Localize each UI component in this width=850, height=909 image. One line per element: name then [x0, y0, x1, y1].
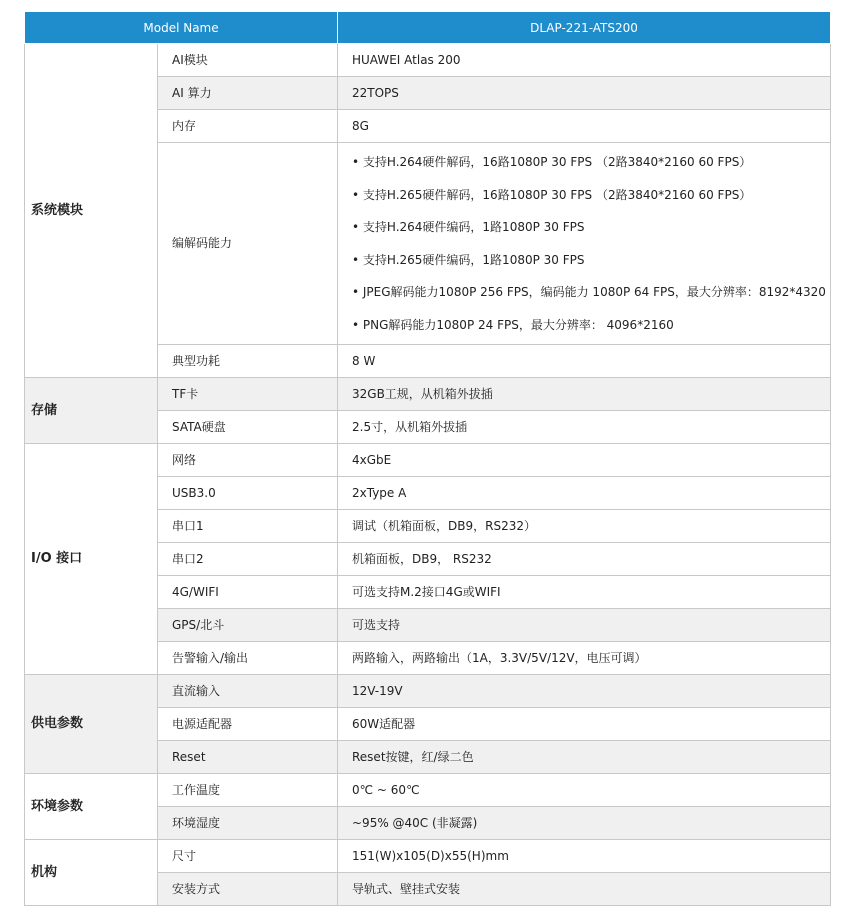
spec-value: ~95% @40C (非凝露) — [338, 807, 831, 840]
spec-value: 8 W — [338, 345, 831, 378]
spec-label: 尺寸 — [158, 840, 338, 873]
spec-value: 0℃ ~ 60℃ — [338, 774, 831, 807]
bullet-item: • 支持H.264硬件编码，1路1080P 30 FPS — [352, 220, 585, 234]
spec-value: 60W适配器 — [338, 708, 831, 741]
spec-label: 工作温度 — [158, 774, 338, 807]
spec-value: 调试（机箱面板，DB9，RS232） — [338, 510, 831, 543]
spec-value: HUAWEI Atlas 200 — [338, 44, 831, 77]
spec-label: AI 算力 — [158, 77, 338, 110]
spec-label: 直流输入 — [158, 675, 338, 708]
spec-value: 32GB工规，从机箱外拔插 — [338, 378, 831, 411]
spec-value: 4xGbE — [338, 444, 831, 477]
category-cell: 机构 — [25, 840, 158, 906]
header-model-name: Model Name — [25, 12, 338, 44]
spec-value: 2xType A — [338, 477, 831, 510]
spec-value: 12V-19V — [338, 675, 831, 708]
category-cell: 供电参数 — [25, 675, 158, 774]
spec-value: 151(W)x105(D)x55(H)mm — [338, 840, 831, 873]
spec-value: 可选支持 — [338, 609, 831, 642]
table-row — [25, 840, 831, 873]
bullet-item: • 支持H.265硬件解码，16路1080P 30 FPS （2路3840*2160 60 FPS） — [352, 187, 752, 202]
spec-label: 串口2 — [158, 543, 338, 576]
spec-label: Reset — [158, 741, 338, 774]
spec-body — [25, 44, 831, 906]
spec-label: 典型功耗 — [158, 345, 338, 378]
spec-label: AI模块 — [158, 44, 338, 77]
bullet-item: • 支持H.265硬件编码，1路1080P 30 FPS — [352, 252, 585, 267]
spec-label: USB3.0 — [158, 477, 338, 510]
spec-value: Reset按键，红/绿二色 — [338, 741, 831, 774]
header-model-value: DLAP-221-ATS200 — [338, 12, 831, 44]
bullet-item: • JPEG解码能力1080P 256 FPS，编码能力 1080P 64 FPS，最大分辨率：8192*4320 — [352, 285, 826, 299]
spec-label: 4G/WIFI — [158, 576, 338, 609]
spec-label: TF卡 — [158, 378, 338, 411]
spec-label: 网络 — [158, 444, 338, 477]
category-cell: 系统模块 — [25, 44, 158, 378]
spec-label: SATA硬盘 — [158, 411, 338, 444]
spec-label: 告警输入/输出 — [158, 642, 338, 675]
spec-value: 22TOPS — [338, 77, 831, 110]
spec-value: 8G — [338, 110, 831, 143]
table-row — [25, 378, 831, 411]
table-row — [25, 675, 831, 708]
category-cell: 环境参数 — [25, 774, 158, 840]
spec-value: 2.5寸，从机箱外拔插 — [338, 411, 831, 444]
spec-value: 两路输入，两路输出（1A，3.3V/5V/12V，电压可调） — [338, 642, 831, 675]
spec-table — [24, 11, 831, 906]
spec-label: 编解码能力 — [158, 143, 338, 345]
bullet-item: • PNG解码能力1080P 24 FPS，最大分辨率： 4096*2160 — [352, 317, 674, 332]
bullet-item: • 支持H.264硬件解码，16路1080P 30 FPS （2路3840*2160 60 FPS） — [352, 155, 752, 169]
spec-label: GPS/北斗 — [158, 609, 338, 642]
spec-label: 电源适配器 — [158, 708, 338, 741]
table-row — [25, 444, 831, 477]
table-row — [25, 774, 831, 807]
spec-value: 导轨式、壁挂式安装 — [338, 873, 831, 906]
category-cell: 存储 — [25, 378, 158, 444]
spec-label: 安装方式 — [158, 873, 338, 906]
spec-label: 环境湿度 — [158, 807, 338, 840]
spec-value: 可选支持M.2接口4G或WIFI — [338, 576, 831, 609]
spec-label: 串口1 — [158, 510, 338, 543]
header-row — [25, 12, 831, 44]
spec-label: 内存 — [158, 110, 338, 143]
category-cell: I/O 接口 — [25, 444, 158, 675]
spec-value: 机箱面板，DB9， RS232 — [338, 543, 831, 576]
codec-bullet-list — [338, 143, 831, 345]
table-row — [25, 44, 831, 77]
